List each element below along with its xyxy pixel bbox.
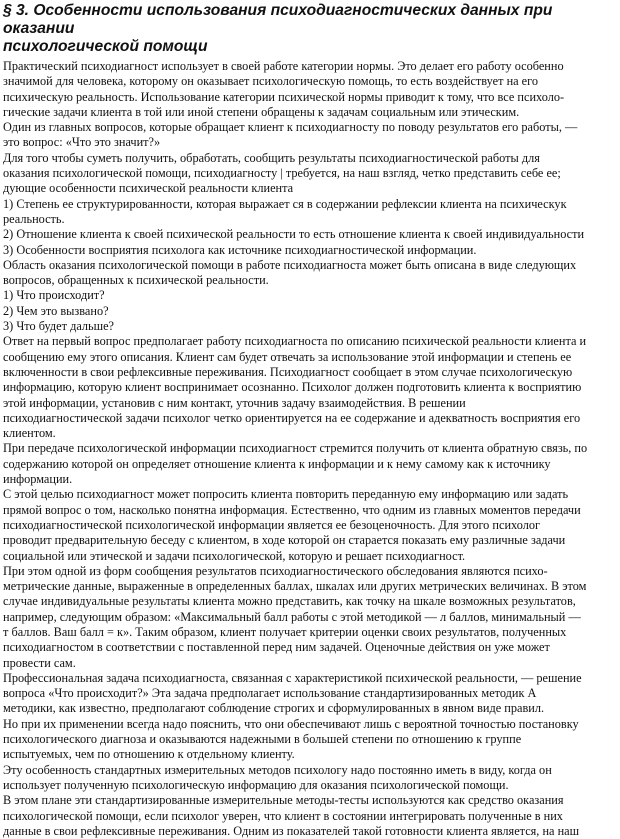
text-line: При этом одной из форм сообщения результатов психодиагностического обследования являются психо- bbox=[3, 563, 548, 578]
paragraph bbox=[3, 227, 617, 242]
text-line: провести сам. bbox=[3, 655, 76, 670]
text-line: испытуемых, чем по отношению к отдельному клиенту. bbox=[3, 747, 295, 762]
text-line: клиентом. bbox=[3, 426, 56, 441]
text-line: т баллов. Ваш балл = к». Таким образом, клиент получает критерии оценки своих результатов, полученных bbox=[3, 624, 567, 639]
text-line: Ответ на первый вопрос предполагает работу психодиагноста по описанию психической реальности клиента и bbox=[3, 334, 587, 349]
text-line: Один из главных вопросов, которые обращает клиент к психодиагносту по поводу результатов его работы, — bbox=[3, 120, 578, 135]
paragraph bbox=[3, 120, 617, 151]
text-line: метрические данные, выраженные в определенных баллах, шкалах или других метрических величинах. В этом bbox=[3, 579, 587, 594]
paragraph bbox=[3, 441, 617, 487]
paragraph bbox=[3, 717, 617, 763]
text-line: 2) Отношение клиента к своей психической реальности то есть отношение клиента к своей индивидуальности bbox=[3, 227, 585, 242]
text-line: это вопрос: «Что это значит?» bbox=[3, 135, 161, 150]
text-line: социальной или этической и задачи психологической, которую и решает психодиагност. bbox=[3, 548, 466, 563]
text-line: 3) Что будет дальше? bbox=[3, 319, 115, 334]
text-line: 1) Что происходит? bbox=[3, 288, 105, 303]
paragraph bbox=[3, 671, 617, 717]
text-line: случае индивидуальные результаты клиента можно представить, как точку на шкале возможных результатов, bbox=[3, 594, 576, 609]
paragraph bbox=[3, 304, 617, 319]
text-line: психодиагностической задачи психолог четко ориентируется на ее содержание и адекватность восприятия его bbox=[3, 410, 581, 425]
paragraph bbox=[3, 151, 617, 197]
text-line: Профессиональная задача психодиагноста, связанная с характеристикой психической реальности, — решение bbox=[3, 670, 582, 685]
paragraph bbox=[3, 487, 617, 563]
text-line: данные в свои рефлексивные переживания. Одним из показателей такой готовности клиента является, на наш bbox=[3, 823, 580, 838]
paragraph bbox=[3, 59, 617, 120]
text-line: 3) Особенности восприятия психолога как источнике психодиагностической информации. bbox=[3, 242, 477, 257]
text-line: значимой для человека, которому он оказывает психологическую помощь, то есть воздействует на его bbox=[3, 74, 539, 89]
text-line: С этой целью психодиагност может попросить клиента повторить переданную ему информацию или задать bbox=[3, 487, 569, 502]
text-line: информацию, которую клиент воспринимает осознанно. Психолог должен подготовить клиента к восприятию bbox=[3, 380, 582, 395]
text-line: Для того чтобы суметь получить, обработать, сообщить результаты психодиагностической работы для bbox=[3, 150, 540, 165]
text-line: дующие особенности психической реальности клиента bbox=[3, 181, 294, 196]
text-line: сообщению ему этого описания. Клиент сам будет отвечать за использование этой информации и степень ее bbox=[3, 349, 572, 364]
text-line: этой информации, установив с ним контакт, уточнив задачу взаимодействия. В решении bbox=[3, 395, 466, 410]
text-line: 1) Степень ее структурированности, которая выражает ся в содержании рефлексии клиента на психическук bbox=[3, 196, 567, 211]
text-line: В этом плане эти стандартизированные измерительные методы-тесты используются как средство оказания bbox=[3, 793, 564, 808]
paragraph bbox=[3, 793, 617, 839]
text-line: например, следующим образом: «Максимальный балл работы с этой методикой — л баллов, минимальный — bbox=[3, 609, 581, 624]
text-line: психическую реальность. Использование категории психической нормы приводит к тому, что все психоло- bbox=[3, 89, 565, 104]
body-text bbox=[3, 59, 617, 839]
paragraph bbox=[3, 197, 617, 228]
text-line: использует полученную психологическую информацию для оказания психологической помощи. bbox=[3, 777, 509, 792]
paragraph bbox=[3, 243, 617, 258]
text-line: оказания психологической помощи, психодиагносту | требуется, на наш взгляд, четко представить себе ее; bbox=[3, 166, 561, 181]
text-line: Эту особенность стандартных измерительных методов психологу надо постоянно иметь в виду, когда он bbox=[3, 762, 552, 777]
text-line: вопросов, обращенных к психической реальности. bbox=[3, 273, 269, 288]
text-line: психологической помощи, если психолог уверен, что клиент в состоянии интегрировать полученные в них bbox=[3, 808, 563, 823]
paragraph bbox=[3, 334, 617, 441]
text-line: проводит предварительную беседу с клиентом, в ходе которой он старается показать ему различные задачи bbox=[3, 533, 566, 548]
text-line: гические задачи клиента в той или иной степени обращены к задачам социальным или этическим. bbox=[3, 104, 520, 119]
text-line: вопроса «Что происходит?» Эта задача предполагает использование стандартизированных методик А bbox=[3, 686, 537, 701]
section-heading-line: психологической помощи bbox=[3, 38, 208, 55]
text-line: При передаче психологической информации психодиагност стремится получить от клиента обратную связь, по bbox=[3, 441, 588, 456]
text-line: психодиагностом в соответствии с поставленной перед ним задачей. Оценочные действия он уже может bbox=[3, 640, 550, 655]
text-line: психологического диагноза и оказываются надежными в большей степени по отношению к группе bbox=[3, 732, 522, 747]
paragraph bbox=[3, 258, 617, 289]
paragraph bbox=[3, 564, 617, 671]
text-line: реальность. bbox=[3, 211, 65, 226]
text-line: психодиагностической психологической информации является ее безоценочность. Для этого психолог bbox=[3, 517, 541, 532]
text-line: информации. bbox=[3, 472, 73, 487]
text-line: включенности в свои рефлексивные переживания. Психодиагност сообщает в этом случае психологическую bbox=[3, 364, 573, 379]
paragraph bbox=[3, 319, 617, 334]
section-heading-line: § 3. Особенности использования психодиагностических данных при оказании bbox=[3, 2, 553, 37]
paragraph bbox=[3, 288, 617, 303]
text-line: содержанию которой он определяет отношение клиента к информации и к нему самому как к источнику bbox=[3, 456, 551, 471]
paragraph bbox=[3, 763, 617, 794]
text-line: Практический психодиагност использует в своей работе категории нормы. Это делает его работу особенно bbox=[3, 59, 564, 73]
text-line: прямой вопрос о том, насколько понятна информация. Естественно, что одним из главных моментов передачи bbox=[3, 502, 581, 517]
text-line: Но при их применении всегда надо пояснить, что они обеспечивают лишь с вероятной точностью постановку bbox=[3, 716, 579, 731]
text-line: Область оказания психологической помощи в работе психодиагноста может быть описана в виде следующих bbox=[3, 257, 577, 272]
text-line: 2) Чем это вызвано? bbox=[3, 303, 109, 318]
text-line: методики, как известно, предполагают соблюдение строгих и сформулированных в явном виде правил. bbox=[3, 701, 545, 716]
section-heading bbox=[3, 2, 617, 56]
